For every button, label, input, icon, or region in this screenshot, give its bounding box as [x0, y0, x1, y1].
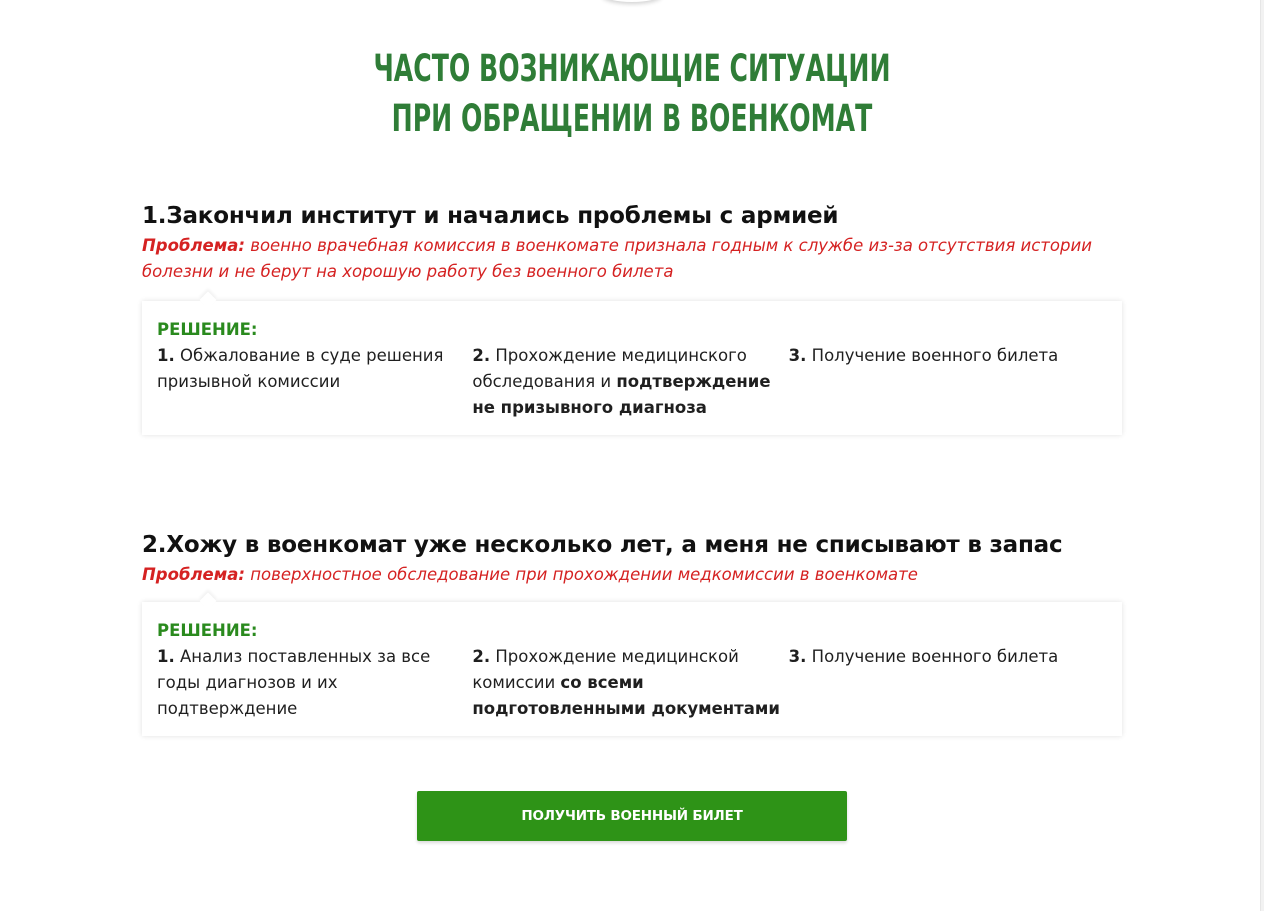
situation-heading: 2.Хожу в военкомат уже несколько лет, а меня не списывают в запас [142, 532, 1063, 558]
problem-description [142, 562, 1124, 588]
problem-label: Проблема: [142, 236, 245, 255]
problem-text: поверхностное обследование при прохождении медкомиссии в военкомате [244, 565, 918, 584]
step-text: Получение военного билета [806, 647, 1059, 666]
page-title-line-2: ПРИ ОБРАЩЕНИИ В ВОЕНКОМАТ [391, 97, 873, 140]
solution-step-1 [157, 644, 472, 722]
step-number: 2. [472, 647, 491, 666]
solution-steps [157, 343, 1108, 421]
solution-step-3 [789, 644, 1108, 722]
step-number: 1. [157, 647, 175, 666]
page-title-line-1: ЧАСТО ВОЗНИКАЮЩИЕ СИТУАЦИИ [373, 47, 891, 90]
step-text: Анализ поставленных за все годы диагнозов и их подтверждение [157, 647, 431, 718]
problem-description [142, 233, 1124, 285]
step-number: 1. [157, 346, 175, 365]
problem-label: Проблема: [142, 565, 245, 584]
step-emphasis: со всеми подготовленными документами [472, 673, 780, 718]
step-text: Прохождение медицинского обследования и [472, 346, 747, 391]
step-text: Прохождение медицинской комиссии [472, 647, 739, 692]
solution-step-2 [472, 644, 788, 722]
step-text: Получение военного билета [806, 346, 1059, 365]
step-number: 3. [788, 647, 807, 666]
situation-heading: 1.Закончил институт и начались проблемы с армией [142, 203, 839, 229]
solution-label: РЕШЕНИЕ: [157, 621, 258, 640]
solution-label: РЕШЕНИЕ: [157, 320, 258, 339]
solution-steps [157, 644, 1108, 722]
solution-step-3 [789, 343, 1108, 421]
page-scrollbar[interactable] [1260, 0, 1264, 911]
get-military-id-button[interactable]: ПОЛУЧИТЬ ВОЕННЫЙ БИЛЕТ [417, 791, 847, 841]
solution-card [142, 301, 1122, 435]
solution-step-2 [472, 343, 788, 421]
solution-step-1 [157, 343, 472, 421]
situation-section-2 [142, 530, 1124, 718]
step-emphasis: подтверждение не призывного диагноза [472, 372, 771, 417]
step-number: 3. [788, 346, 807, 365]
solution-card [142, 602, 1122, 736]
step-text: Обжалование в суде решения призывной комиссии [157, 346, 444, 391]
section-divider [290, 474, 980, 482]
page-title [202, 44, 1062, 144]
step-number: 2. [472, 346, 491, 365]
top-divider-arc [602, 0, 662, 2]
situation-section-1 [142, 201, 1124, 417]
problem-text: военно врачебная комиссия в военкомате признала годным к службе из-за отсутствия истории болезни и не берут на хорошую работу без военного билета [142, 236, 1092, 281]
